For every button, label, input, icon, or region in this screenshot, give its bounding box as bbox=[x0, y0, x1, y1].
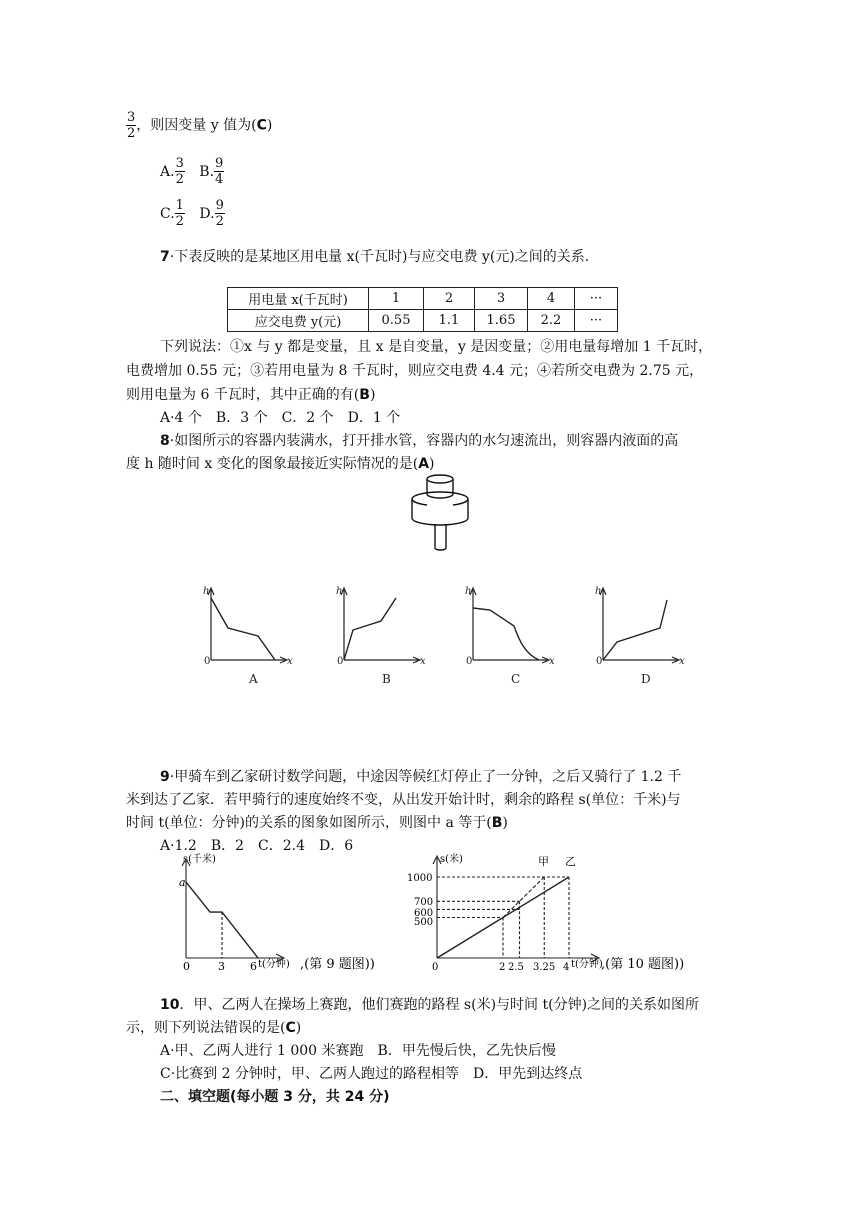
q6-fraction: $\frac{3}{2}$ bbox=[127, 110, 136, 141]
q8-line2: 度 h 随时间 x 变化的图象最接近实际情况的是(A) bbox=[126, 456, 435, 472]
q10-y-label: s(米) bbox=[440, 854, 463, 865]
graph-option-label: D bbox=[641, 672, 651, 686]
q10-series-yi-label: 乙 bbox=[565, 855, 576, 868]
table-row bbox=[228, 310, 618, 332]
q7-table bbox=[227, 287, 618, 332]
graph-curve-C bbox=[473, 608, 539, 660]
q8-line1: 8·如图所示的容器内装满水，打开排水管，容器内的水匀速流出，则容器内液面的高 bbox=[160, 433, 679, 449]
graph-curve-A bbox=[211, 598, 275, 660]
q10-xtick-2.5: 2.5 bbox=[508, 962, 524, 973]
q10-ytick-500: 500 bbox=[414, 917, 434, 928]
table-cell: ··· bbox=[575, 288, 618, 310]
q10-series-jia bbox=[503, 877, 544, 918]
container-figure bbox=[400, 470, 480, 556]
q10-xtick-4: 4 bbox=[563, 962, 570, 973]
q9-line3: 时间 t(单位：分钟)的关系的图象如图所示，则图中 a 等于(B) bbox=[126, 815, 508, 831]
q10-xtick-3.25: 3.25 bbox=[533, 962, 556, 973]
table-cell: 1 bbox=[369, 288, 424, 310]
q6-option-c: C. $\frac{1}{2}$ bbox=[160, 198, 184, 229]
graph-x-label: x bbox=[679, 656, 685, 667]
q7-line3: 则用电量为 6 千瓦时，其中正确的有(B) bbox=[126, 387, 376, 403]
table-cell: 应交电费 y(元) bbox=[228, 310, 369, 332]
graph-x-label: x bbox=[287, 656, 293, 667]
q10-line1: 10．甲、乙两人在操场上赛跑，他们赛跑的路程 s(米)与时间 t(分钟)之间的关系如图所 bbox=[160, 997, 700, 1013]
graph-h-label: h bbox=[595, 586, 602, 597]
q9-tick-6: 6 bbox=[250, 960, 257, 973]
q7-stem: 7·下表反映的是某地区用电量 x(千瓦时)与应交电费 y(元)之间的关系. bbox=[160, 249, 590, 265]
q7-answer: B bbox=[359, 387, 370, 403]
q9-number: 9 bbox=[160, 769, 170, 785]
graph-x-label: x bbox=[549, 656, 555, 667]
q6-option-a: A. $\frac{3}{2}$ bbox=[160, 156, 184, 187]
graph-x-label: x bbox=[420, 656, 426, 667]
q7-number: 7 bbox=[160, 249, 170, 265]
graph-option-label: C bbox=[511, 672, 521, 686]
q9-a-label: a bbox=[179, 876, 186, 889]
q10-series-yi bbox=[437, 877, 569, 958]
q9-options: A·1.2 B．2 C．2.4 D．6 bbox=[160, 838, 354, 854]
table-cell: 1.1 bbox=[424, 310, 475, 332]
graph-h-label: h bbox=[336, 586, 343, 597]
q10-origin: 0 bbox=[432, 962, 439, 973]
graph-option-label: B bbox=[382, 672, 391, 686]
q6-option-b: B. $\frac{9}{4}$ bbox=[199, 156, 224, 187]
q9-figure bbox=[170, 850, 400, 980]
graph-curve-D bbox=[603, 600, 667, 660]
table-cell: 3 bbox=[475, 288, 528, 310]
q6-options-row2 bbox=[160, 199, 225, 228]
q10-series-jia-label: 甲 bbox=[538, 855, 549, 868]
q10-figure bbox=[405, 850, 725, 980]
q9-answer: B bbox=[491, 815, 503, 831]
graph-h-label: h bbox=[465, 586, 472, 597]
table-cell: ··· bbox=[575, 310, 618, 332]
q9-tick-3: 3 bbox=[218, 960, 225, 973]
table-cell: 用电量 x(千瓦时) bbox=[228, 288, 369, 310]
q9-caption: ,(第 9 题图)) bbox=[300, 957, 375, 972]
table-row bbox=[228, 288, 618, 310]
graph-origin: 0 bbox=[466, 656, 473, 667]
table-cell: 1.65 bbox=[475, 310, 528, 332]
graph-option-label: A bbox=[249, 672, 258, 686]
table-cell: 2.2 bbox=[528, 310, 575, 332]
q10-answer: C bbox=[285, 1020, 296, 1036]
graph-origin: 0 bbox=[337, 656, 344, 667]
graph-curve-B bbox=[344, 598, 396, 660]
q10-x-label: t(分钟) bbox=[571, 959, 603, 970]
q8-answer: A bbox=[418, 456, 430, 472]
q6-stem: $\frac{3}{2}$ ，则因变量 y 值为(C) bbox=[127, 110, 273, 141]
q9-y-label: s(千米) bbox=[183, 854, 216, 865]
q10-ytick-600: 600 bbox=[414, 908, 434, 919]
q10-option-row1: A·甲、乙两人进行 1 000 米赛跑 B．甲先慢后快，乙先快后慢 bbox=[160, 1043, 556, 1059]
q10-number: 10 bbox=[160, 997, 180, 1013]
q9-line2: 米到达了乙家．若甲骑行的速度始终不变，从出发开始计时，剩余的路程 s(单位：千米)与 bbox=[126, 792, 681, 808]
q7-line2: 电费增加 0.55 元；③若用电量为 8 千瓦时，则应交电费 4.4 元；④若所交电费为 2.75 元， bbox=[126, 363, 704, 379]
q10-ytick-1000: 1000 bbox=[407, 873, 433, 884]
q10-caption: ,(第 10 题图)) bbox=[601, 957, 685, 972]
table-cell: 0.55 bbox=[369, 310, 424, 332]
q10-ytick-700: 700 bbox=[414, 897, 434, 908]
q8-number: 8 bbox=[160, 433, 170, 449]
q10-xtick-2: 2 bbox=[499, 962, 506, 973]
q10-option-row2: C·比赛到 2 分钟时，甲、乙两人跑过的路程相等 D．甲先到达终点 bbox=[160, 1066, 583, 1082]
graph-origin: 0 bbox=[596, 656, 603, 667]
q6-option-d: D. $\frac{9}{2}$ bbox=[199, 198, 224, 229]
section-heading: 二、填空题(每小题 3 分，共 24 分) bbox=[160, 1089, 390, 1105]
graph-h-label: h bbox=[203, 586, 210, 597]
q6-options-row1 bbox=[160, 157, 224, 186]
q9-x-label: t(分钟) bbox=[258, 959, 290, 970]
q7-options: A·4 个 B．3 个 C．2 个 D．1 个 bbox=[160, 410, 401, 426]
q9-origin: 0 bbox=[183, 960, 190, 973]
q6-answer: C bbox=[256, 117, 267, 134]
graph-origin: 0 bbox=[204, 656, 211, 667]
q8-graphs bbox=[195, 580, 695, 690]
q9-line1: 9·甲骑车到乙家研讨数学问题，中途因等候红灯停止了一分钟，之后又骑行了 1.2 千 bbox=[160, 769, 682, 785]
table-cell: 2 bbox=[424, 288, 475, 310]
q7-line1: 下列说法：①x 与 y 都是变量，且 x 是自变量，y 是因变量；②用电量每增加 1 千瓦时， bbox=[160, 339, 713, 355]
table-cell: 4 bbox=[528, 288, 575, 310]
q10-line2: 示，则下列说法错误的是(C) bbox=[126, 1020, 302, 1036]
